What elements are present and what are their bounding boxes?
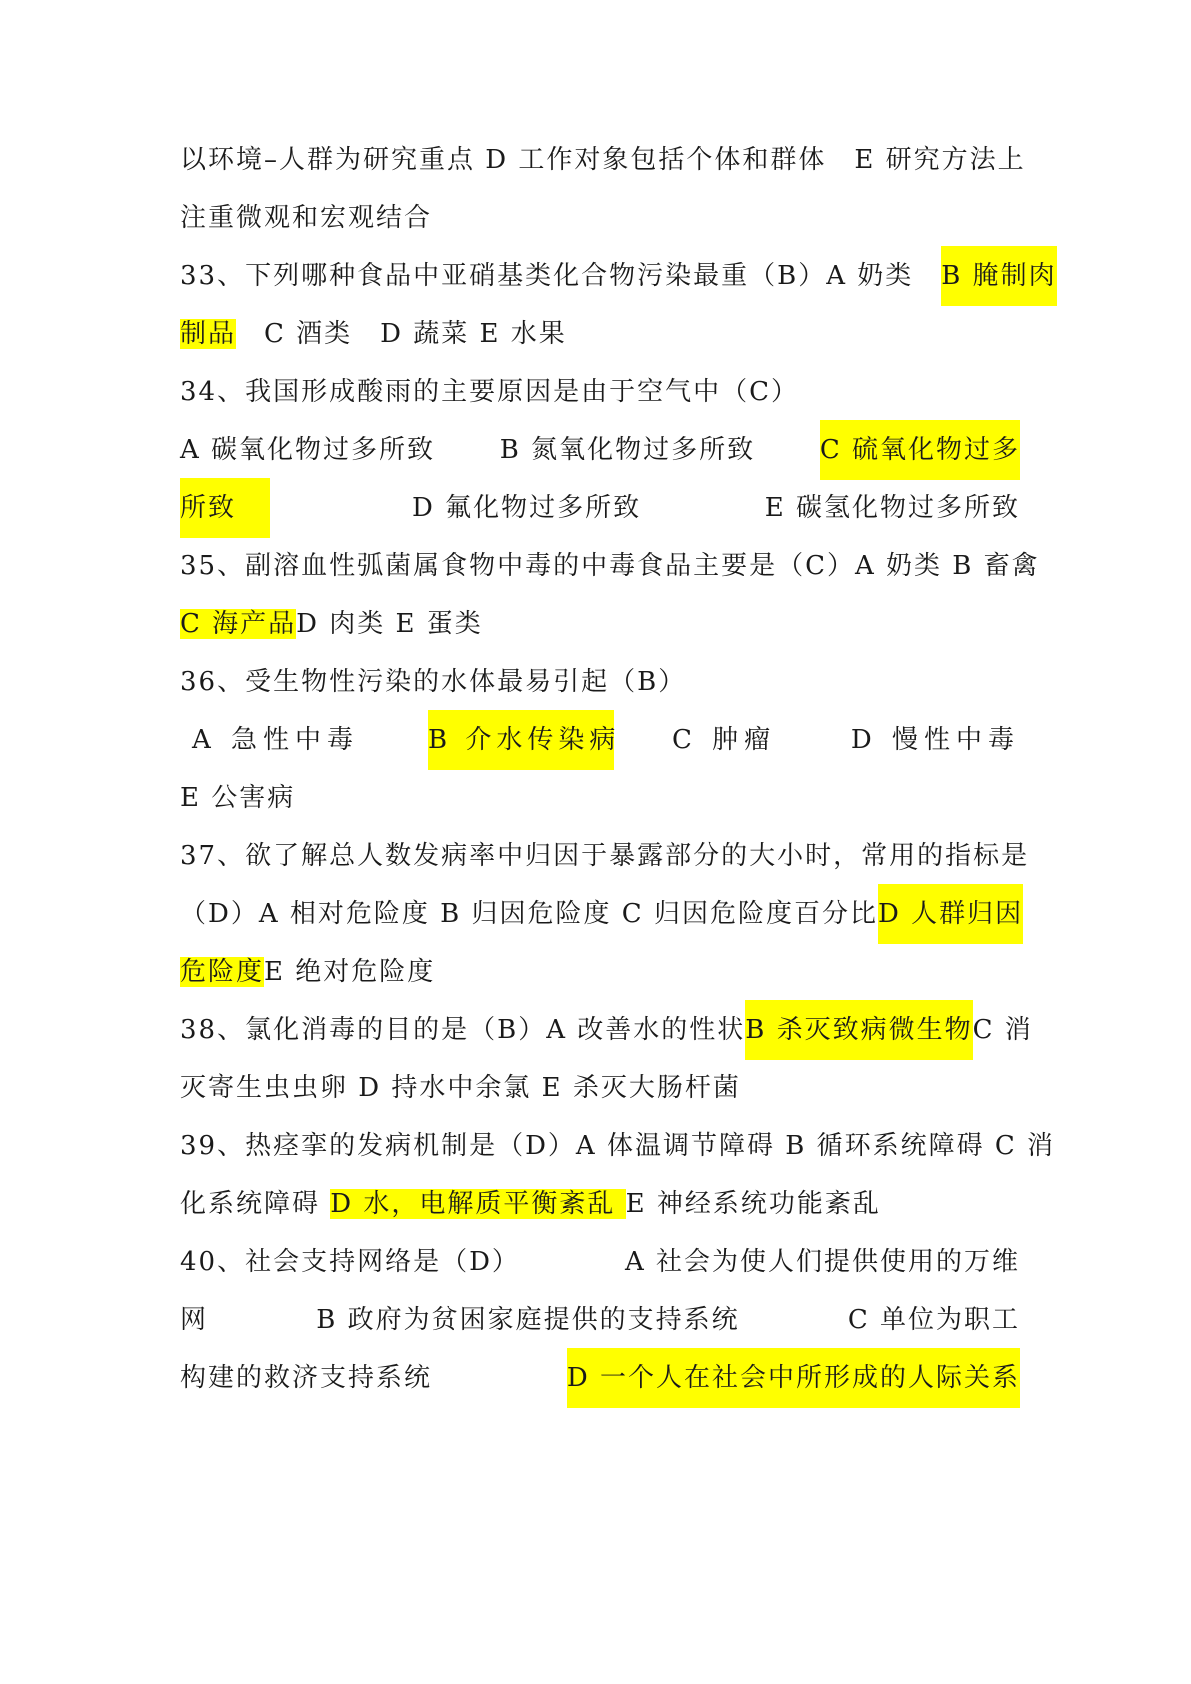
answer-highlight: B 腌制肉 bbox=[941, 246, 1056, 306]
option-c: C 消 bbox=[972, 1015, 1033, 1045]
answer-highlight: D 水，电解质平衡紊乱 bbox=[330, 1189, 626, 1219]
answer-highlight: B 介水传染病 bbox=[428, 710, 614, 770]
question-39-stem: 39、热痉挛的发病机制是（D）A 体温调节障碍 B 循环系统障碍 C 消 bbox=[180, 1131, 1056, 1161]
answer-highlight: 所致 bbox=[180, 478, 270, 538]
option-e: E 公害病 bbox=[180, 783, 296, 813]
text-run: C 酒类 D 蔬菜 E 水果 bbox=[236, 319, 567, 349]
question-35-stem: 35、副溶血性弧菌属食物中毒的中毒食品主要是（C）A 奶类 B 畜禽 bbox=[180, 551, 1040, 581]
option-e: E 神经系统功能紊乱 bbox=[625, 1189, 881, 1219]
option-c: C 单位为职工 bbox=[847, 1305, 1020, 1335]
options-line bbox=[180, 1058, 1020, 1118]
question-36-stem: 36、受生物性污染的水体最易引起（B） bbox=[180, 667, 687, 697]
answer-highlight: C 硫氧化物过多 bbox=[820, 420, 1020, 480]
text-run: D 肉类 E 蛋类 bbox=[296, 609, 483, 639]
option-d: D 氟化物过多所致 bbox=[412, 493, 642, 523]
question-33-stem: 33、下列哪种食品中亚硝基类化合物污染最重（B）A 奶类 bbox=[180, 261, 942, 291]
answer-highlight: B 杀灭致病微生物 bbox=[745, 1000, 972, 1060]
option-b: B 政府为贫困家庭提供的支持系统 bbox=[316, 1305, 740, 1335]
options-line bbox=[180, 478, 1020, 538]
question-40-line bbox=[180, 1232, 1020, 1292]
option-b: B 氮氧化物过多所致 bbox=[499, 435, 756, 465]
options-line bbox=[180, 1174, 1020, 1234]
answer-highlight: D 一个人在社会中所形成的人际关系 bbox=[567, 1348, 1020, 1408]
question-34-line bbox=[180, 362, 1020, 422]
option-a: A 碳氧化物过多所致 bbox=[180, 435, 436, 465]
question-39-line bbox=[180, 1116, 1056, 1176]
options-line bbox=[180, 594, 1020, 654]
question-38-line bbox=[180, 1000, 1033, 1060]
options-line bbox=[180, 420, 1020, 480]
question-37-line bbox=[180, 826, 1030, 886]
option-c: C 肿瘤 bbox=[672, 725, 777, 755]
question-37-stem: 37、欲了解总人数发病率中归因于暴露部分的大小时，常用的指标是 bbox=[180, 841, 1030, 871]
text-line bbox=[180, 304, 1020, 364]
options-text: 灭寄生虫虫卵 D 持水中余氯 E 杀灭大肠杆菌 bbox=[180, 1073, 741, 1103]
question-36-line bbox=[180, 652, 1020, 712]
options-line bbox=[180, 942, 1020, 1002]
question-35-line bbox=[180, 536, 1040, 596]
option-d: D 慢性中毒 bbox=[850, 725, 1020, 755]
answer-highlight: 危险度 bbox=[180, 957, 265, 987]
question-33-line bbox=[180, 246, 1057, 306]
options-line bbox=[180, 1290, 1020, 1350]
options-line bbox=[180, 884, 1024, 944]
text-line bbox=[180, 130, 1026, 190]
answer-highlight: C 海产品 bbox=[180, 609, 297, 639]
question-40-stem: 40、社会支持网络是（D） bbox=[180, 1247, 520, 1277]
text-run: 注重微观和宏观结合 bbox=[180, 203, 433, 233]
answer-highlight: 制品 bbox=[180, 319, 237, 349]
answer-highlight: D 人群归因 bbox=[878, 884, 1023, 944]
option-c-cont: 构建的救济支持系统 bbox=[180, 1363, 433, 1393]
text-line bbox=[180, 188, 1020, 248]
option-a: A 社会为使人们提供使用的万维 bbox=[624, 1247, 1020, 1277]
option-e: E 绝对危险度 bbox=[264, 957, 436, 987]
options-line bbox=[180, 710, 1020, 770]
options-text: 化系统障碍 bbox=[180, 1189, 331, 1219]
options-line bbox=[180, 1348, 1020, 1408]
option-e: E 碳氢化物过多所致 bbox=[764, 493, 1020, 523]
question-34-stem: 34、我国形成酸雨的主要原因是由于空气中（C） bbox=[180, 377, 799, 407]
options-text: （D）A 相对危险度 B 归因危险度 C 归因危险度百分比 bbox=[180, 899, 878, 929]
option-a-cont: 网 bbox=[180, 1305, 209, 1335]
question-38-stem: 38、氯化消毒的目的是（B）A 改善水的性状 bbox=[180, 1015, 746, 1045]
option-a: A 急性中毒 bbox=[192, 725, 360, 755]
options-line bbox=[180, 768, 1020, 828]
text-run: 以环境–人群为研究重点 D 工作对象包括个体和群体 E 研究方法上 bbox=[180, 145, 1026, 175]
